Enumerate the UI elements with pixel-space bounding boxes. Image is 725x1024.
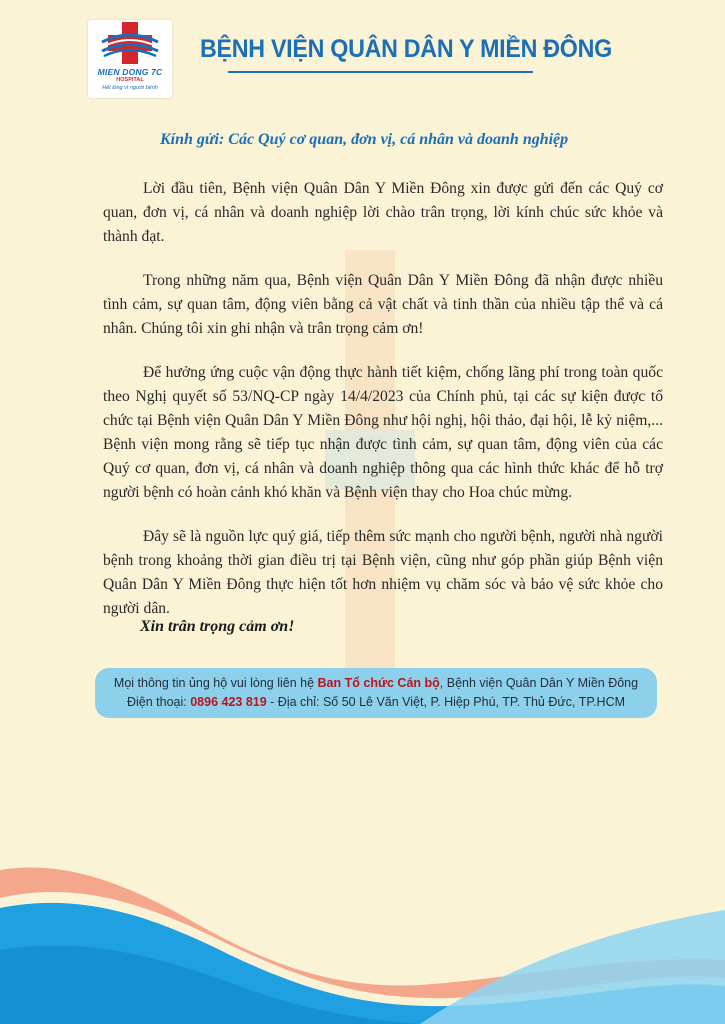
phone-number: 0896 423 819 [190,695,267,709]
paragraph: Lời đầu tiên, Bệnh viện Quân Dân Y Miền Đông xin được gửi đến các Quý cơ quan, đơn vị, cá nhân và doanh nghiệp lời chào trân trọng, lời kính chúc sức khỏe và thành đạt. [103,180,663,245]
contact-line-1 [95,676,657,690]
logo-subtitle: HOSPITAL [116,77,144,83]
contact-address: - Địa chỉ: Số 50 Lê Văn Việt, P. Hiệp Phú, TP. Thủ Đức, TP.HCM [266,695,626,709]
page-title: BỆNH VIỆN QUÂN DÂN Y MIỀN ĐÔNG [200,35,612,63]
letter-greeting: Kính gửi: Các Quý cơ quan, đơn vị, cá nhân và doanh nghiệp [160,131,569,148]
logo-tagline: Hết lòng vì người bệnh [102,85,158,91]
paragraph: Trong những năm qua, Bệnh viện Quân Dân Y Miền Đông đã nhận được nhiều tình cảm, sự quan tâm, động viên bằng cả vật chất và tinh thần của nhiều tập thể và cá nhân. Chúng tôi xin ghi nhận và trân trọng cảm ơn! [103,272,663,337]
phone-label: Điện thoại: [126,695,191,709]
contact-line-2 [95,695,657,709]
contact-suffix: , Bệnh viện Quân Dân Y Miền Đông [439,676,639,690]
contact-department: Ban Tổ chức Cán bộ [317,676,440,690]
title-underline [228,71,533,73]
footer-waves [0,850,725,1024]
letter-body [103,177,663,641]
paragraph: Để hưởng ứng cuộc vận động thực hành tiết kiệm, chống lãng phí trong toàn quốc theo Nghị quyết số 53/NQ-CP ngày 14/4/2023 của Chính phủ, tại các sự kiện được tổ chức tại Bệnh viện Quân Dân Y Miền Đông như hội nghị, hội thảo, đại hội, lễ kỷ niệm,... Bệnh viện mong rằng sẽ tiếp tục nhận được tình cảm, sự quan tâm, động viên của các Quý cơ quan, đơn vị, cá nhân và doanh nghiệp thông qua các hình thức khác để hỗ trợ người bệnh có hoàn cảnh khó khăn và Bệnh viện thay cho Hoa chúc mừng. [103,364,663,501]
hospital-logo [88,20,172,98]
contact-box [95,668,657,718]
contact-prefix: Mọi thông tin ủng hộ vui lòng liên hệ [113,676,318,690]
paragraph: Đây sẽ là nguồn lực quý giá, tiếp thêm sức mạnh cho người bệnh, người nhà người bệnh trong khoảng thời gian điều trị tại Bệnh viện, cũng như góp phần giúp Bệnh viện Quân Dân Y Miền Đông thực hiện tốt hơn nhiệm vụ chăm sóc và bảo vệ sức khỏe cho người dân. [103,528,663,617]
medical-cross-icon [88,20,172,68]
logo-name: MIEN DONG 7C [97,67,163,77]
letter-closing: Xin trân trọng cảm ơn! [140,618,295,635]
